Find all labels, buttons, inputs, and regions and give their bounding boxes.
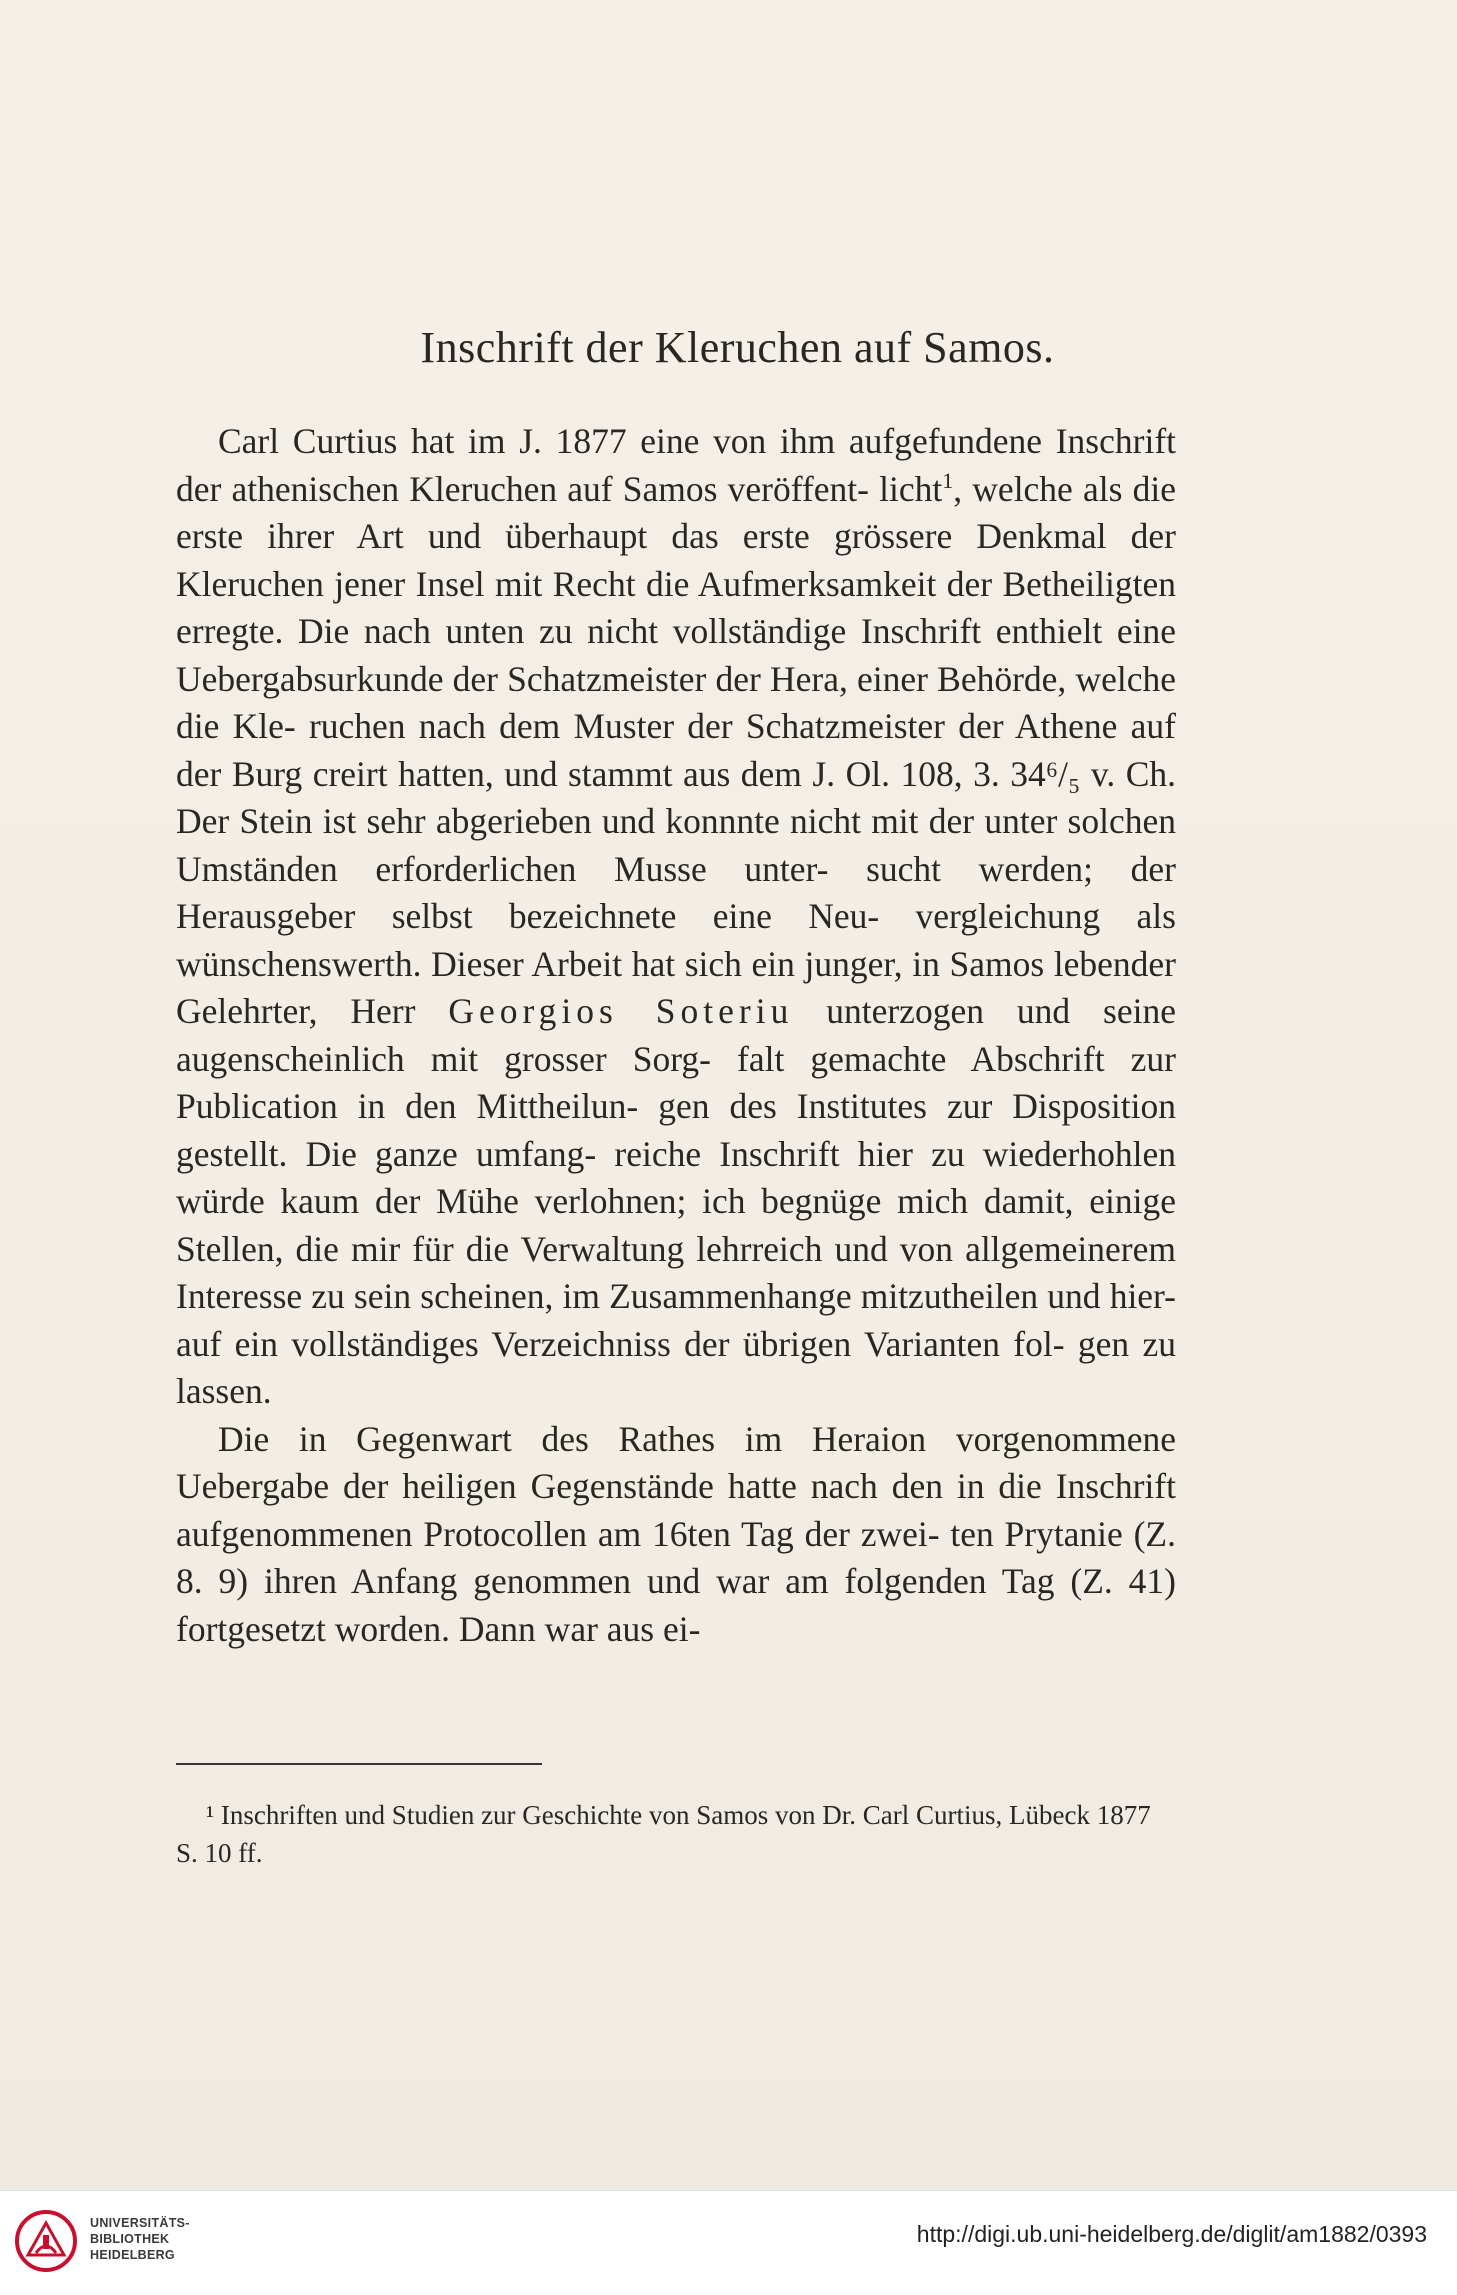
paragraph-1-part-4: unterzogen und seine augenscheinlich mit grosser Sorg- falt gemachte Abschrift zur Publication in den Mittheilun- gen des Institutes zur Disposition gestellt. Die ganze umfang- reiche Inschrift hier zu wiederhohlen würde kaum der Mühe verlohnen; ich begnüge mich damit, einige Stellen, die mir für die Verwaltung lehrreich und von allgemeinerem Interesse zu sein scheinen, im Zusammenhange mitzutheilen und hier- auf ein vollständiges Verzeichniss der übrigen Varianten fol- gen zu lassen.: [176, 991, 1176, 1411]
library-name-line-1: UNIVERSITÄTS-: [90, 2216, 190, 2230]
library-name-line-2: BIBLIOTHEK: [90, 2232, 170, 2246]
date-fraction: 34⁶/₅: [1010, 753, 1081, 794]
paragraph-2: Die in Gegenwart des Rathes im Heraion vorgenommene Uebergabe der heiligen Gegenstände hatte nach den in die Inschrift aufgenommenen Protocollen am 16ten Tag der zwei- ten Prytanie (Z. 8. 9) ihren Anfang genommen und war am folgenden Tag (Z. 41) fortgesetzt worden. Dann war aus ei-: [176, 1418, 1176, 1649]
paragraph-1-part-1: Carl Curtius hat im J. 1877 eine von ihm aufgefundene Inschrift der athenischen Kleruchen auf Samos veröffent- licht: [176, 421, 1176, 509]
footnote-text: Inschriften und Studien zur Geschichte von Samos von Dr. Carl Curtius, Lübeck 1877 S. 10 ff.: [176, 1800, 1151, 1868]
permalink-url[interactable]: http://digi.ub.uni-heidelberg.de/diglit/am1882/0393: [916, 2221, 1427, 2247]
library-name-line-3: HEIDELBERG: [90, 2248, 175, 2262]
footnote-divider: [176, 1763, 542, 1765]
library-name[interactable]: [90, 2215, 190, 2263]
paragraph-1: [176, 418, 1176, 1416]
footnote-marker: ¹: [206, 1800, 215, 1830]
person-name: Georgios Soteriu: [448, 991, 794, 1031]
main-text: [176, 418, 1176, 1653]
paragraph-1-part-2: , welche als die erste ihrer Art und überhaupt das erste grössere Denkmal der Kleruchen jener Insel mit Recht die Aufmerksamkeit der Betheiligten erregte. Die nach unten zu nicht vollständige Inschrift enthielt eine Uebergabsurkunde der Schatzmeister der Hera, einer Behörde, welche die Kle- ruchen nach dem Muster der Schatzmeister der Athene auf der Burg creirt hatten, und stammt aus dem J. Ol. 108, 3.: [176, 468, 1176, 794]
page-title: Inschrift der Kleruchen auf Samos.: [420, 323, 1055, 372]
footnote-reference: 1: [942, 467, 954, 493]
footer-bar: [0, 2190, 1457, 2295]
footnote: [176, 1796, 1176, 1872]
library-seal-icon[interactable]: [14, 2209, 78, 2273]
paragraph-1-part-3: v. Ch. Der Stein ist sehr abgerieben und konnnte nicht mit der unter solchen Umständen erforderlichen Musse unter- sucht werden; der Herausgeber selbst bezeichnete eine Neu- vergleichung als wünschenswerth. Dieser Arbeit hat sich ein junger, in Samos lebender Gelehrter, Herr: [176, 753, 1177, 1031]
